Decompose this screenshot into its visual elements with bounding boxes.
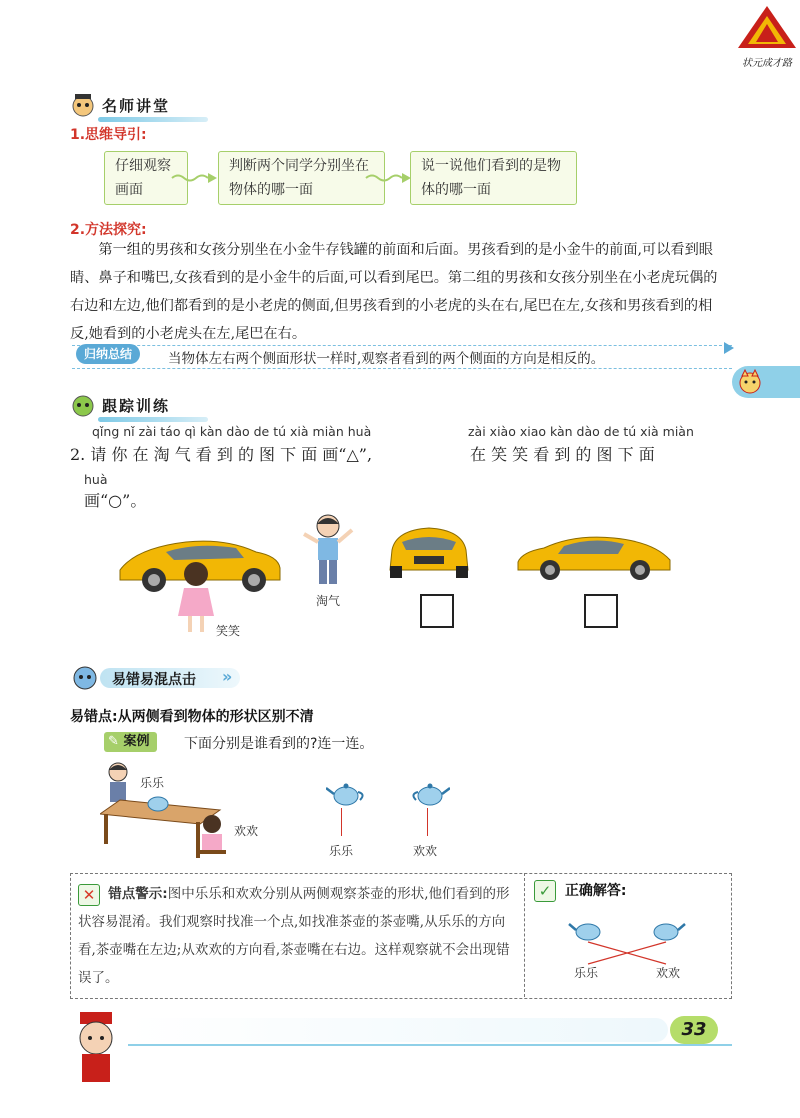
match-line-left (341, 808, 342, 836)
page-number-badge (670, 1016, 718, 1044)
car-front-view (386, 520, 472, 580)
side-tab (732, 366, 800, 398)
question-pinyin-b: zài xiào xiao kàn dào de tú xià miàn (468, 424, 694, 439)
cross-icon: ✕ (78, 884, 100, 906)
answer-label-huanhuan: 欢欢 (656, 966, 681, 980)
flow-step-3 (410, 151, 577, 205)
warning-text: 图中乐乐和欢欢分别从两侧观察茶壶的形状,他们看到的形状容易混淆。我们观察时找准一个点,如找准茶壶的茶壶嘴,从乐乐的方向看,茶壶嘴在左边;从欢欢的方向看,茶壶嘴在右边。这样观察就不会出现错误了。 (78, 886, 510, 986)
summary-text: 当物体左右两个侧面形状一样时,观察者看到的两个侧面的方向是相反的。 (168, 351, 605, 367)
car-side-view (514, 528, 674, 580)
summary-arrow-icon (724, 342, 734, 354)
brand-logo-icon (736, 4, 798, 50)
practice-mascot-icon (70, 392, 96, 418)
check-icon: ✓ (534, 880, 556, 902)
page-number: 33 (681, 1019, 707, 1040)
flow-step-2-text: 判断两个同学分别坐在物体的哪一面 (229, 158, 369, 198)
section-title-label: 跟踪训练 (102, 396, 171, 415)
teacher-mascot-icon (70, 92, 96, 118)
footer-mascot-icon (66, 1010, 126, 1090)
brand-name: 状元成才路 (742, 58, 792, 69)
answer-title: 正确解答: (564, 883, 627, 899)
case-badge-label: 案例 (123, 734, 150, 749)
section-title-label: 易错易混点击 (112, 672, 196, 688)
section-title-teacher (70, 92, 210, 118)
label-huanhuan-scene: 欢欢 (234, 824, 259, 838)
method-paragraph: 第一组的男孩和女孩分别坐在小金牛存钱罐的前面和后面。男孩看到的是小金牛的前面,可以看到眼睛、鼻子和嘴巴,女孩看到的是小金牛的后面,可以看到尾巴。第二组的男孩和女孩分别坐在小老虎玩偶的右边和左边,他们都看到的是小老虎的侧面,但男孩看到的小老虎的头在右,尾巴在左,女孩和男孩看到的相反,她看到的小老虎头在左,尾巴在右。 (70, 242, 718, 342)
errors-mascot-icon (70, 664, 100, 694)
pencil-icon: ✎ (108, 734, 119, 749)
teapot-left-icon[interactable] (326, 780, 366, 806)
flow-step-3-text: 说一说他们看到的是物体的哪一面 (421, 158, 561, 198)
section-title-practice (70, 392, 210, 418)
question-text-a: 2. 请 你 在 淘 气 看 到 的 图 下 面 画“△”, (70, 445, 373, 464)
flow-arrow-1 (170, 172, 218, 184)
label-huanhuan-match: 欢欢 (413, 844, 438, 858)
flow-arrow-2 (364, 172, 412, 184)
section-title-underline (98, 417, 208, 422)
heading-method: 2.方法探究: (70, 222, 147, 238)
heading-thinking-guide: 1.思维导引: (70, 127, 147, 143)
teapot-right-icon[interactable] (410, 780, 450, 806)
flow-step-1-text: 仔细观察画面 (115, 158, 171, 198)
section-title-underline (98, 117, 208, 122)
footer-line (128, 1044, 732, 1046)
error-point: 易错点:从两侧看到物体的形状区别不清 (70, 709, 314, 725)
side-tab-mascot-icon (736, 368, 764, 396)
answer-header (534, 880, 626, 902)
case-badge (104, 732, 157, 752)
warning-title: 错点警示: (108, 886, 168, 902)
boy-taoqi-figure (298, 512, 358, 592)
answer-box-front[interactable] (420, 594, 454, 628)
summary-badge (76, 344, 140, 364)
label-lele-match: 乐乐 (329, 844, 354, 858)
question-pinyin-a: qǐng nǐ zài táo qì kàn dào de tú xià miàn huà (92, 424, 372, 439)
summary-badge-label: 归纳总结 (84, 347, 133, 361)
answer-box-side[interactable] (584, 594, 618, 628)
case-question: 下面分别是谁看到的?连一连。 (184, 736, 374, 752)
answer-diagram (566, 918, 696, 968)
label-lele-scene: 乐乐 (140, 776, 165, 790)
double-chevron-icon: » (222, 667, 233, 686)
box-divider (524, 873, 525, 997)
scene-car-side-with-girl (116, 530, 286, 640)
section-title-errors (70, 664, 250, 694)
match-line-right (427, 808, 428, 836)
question-text-b: 在 笑 笑 看 到 的 图 下 面 (470, 445, 655, 464)
section-title-label: 名师讲堂 (102, 96, 171, 115)
question-pinyin-2: huà (84, 472, 108, 487)
flow-step-2 (218, 151, 385, 205)
warning-block (78, 880, 518, 992)
question-text-2: 画“○”。 (84, 491, 147, 510)
answer-label-lele: 乐乐 (574, 966, 599, 980)
table-scene (100, 760, 250, 864)
footer-bar (128, 1018, 668, 1042)
brand-logo (736, 4, 798, 69)
label-xiaoxiao: 笑笑 (216, 624, 241, 638)
label-taoqi: 淘气 (316, 594, 341, 608)
